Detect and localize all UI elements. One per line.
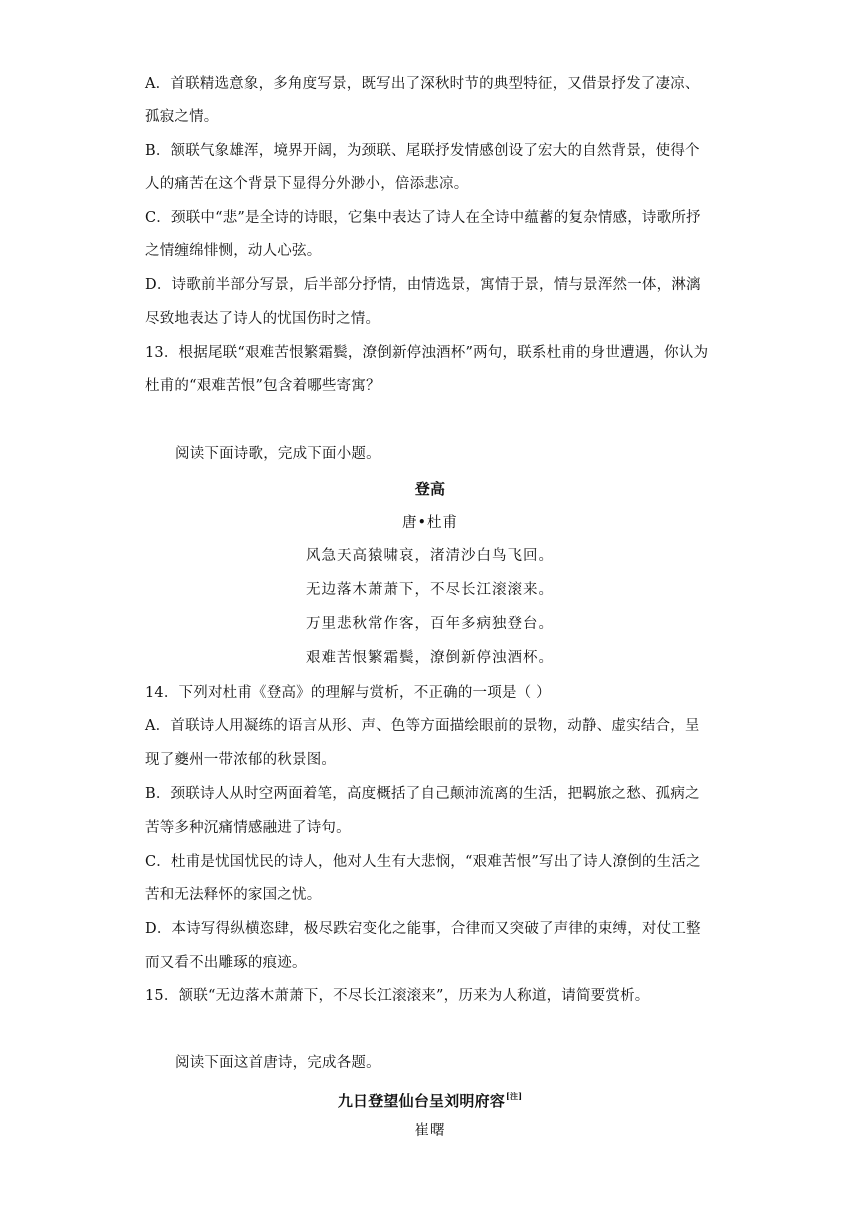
poem-title-denggao: 登高 xyxy=(414,480,446,498)
poem-author-cuishu: 崔曙 xyxy=(414,1123,446,1139)
poem-line-2: 无边落木萧萧下，不尽长江滚滚来。 xyxy=(306,582,554,598)
poem-line-4: 艰难苦恨繁霜鬓，潦倒新停浊酒杯。 xyxy=(306,650,554,666)
poem-title-text: 九日登望仙台呈刘明府容 xyxy=(337,1092,506,1110)
q12-option-a-line1: A．首联精选意象，多角度写景，既写出了深秋时节的典型特征，又借景抒发了凄凉、 xyxy=(145,76,700,92)
q14-option-b-line1: B．颈联诗人从时空两面着笔，高度概括了自己颠沛流离的生活，把羁旅之愁、孤病之 xyxy=(145,786,700,802)
q12-option-a-line2: 孤寂之情。 xyxy=(145,109,219,125)
q14-option-b-line2: 苦等多种沉痛情感融进了诗句。 xyxy=(145,820,351,836)
q12-option-c-line1: C．颈联中“悲”是全诗的诗眼，它集中表达了诗人在全诗中蕴蓄的复杂情感，诗歌所抒 xyxy=(145,210,701,226)
q14-option-a-line2: 现了夔州一带浓郁的秋景图。 xyxy=(145,752,337,768)
q12-option-b-line2: 人的痛苦在这个背景下显得分外渺小，倍添悲凉。 xyxy=(145,176,469,192)
q14-option-d-line2: 而又看不出雕琢的痕迹。 xyxy=(145,955,307,971)
poem-line-1: 风急天高猿啸哀，渚清沙白鸟飞回。 xyxy=(306,548,554,564)
section2-instruction: 阅读下面诗歌，完成下面小题。 xyxy=(175,446,381,462)
footnote-marker: [注] xyxy=(506,1091,523,1101)
q13-question-line2: 杜甫的“艰难苦恨”包含着哪些寄寓？ xyxy=(145,378,381,394)
poem-title-jiuri xyxy=(0,1086,860,1111)
section3-instruction: 阅读下面这首唐诗，完成各题。 xyxy=(175,1055,381,1071)
q14-option-c-line1: C．杜甫是忧国忧民的诗人，他对人生有大悲悯，“艰难苦恨”写出了诗人潦倒的生活之 xyxy=(145,854,701,870)
q12-option-d-line2: 尽致地表达了诗人的忧国伤时之情。 xyxy=(145,311,381,327)
q12-option-b-line1: B．颔联气象雄浑，境界开阔，为颈联、尾联抒发情感创设了宏大的自然背景，使得个 xyxy=(145,143,700,159)
q12-option-c-line2: 之情缠绵悱恻，动人心弦。 xyxy=(145,243,322,259)
poem-author-dufu: 唐•杜甫 xyxy=(401,515,459,531)
q14-option-a-line1: A．首联诗人用凝练的语言从形、声、色等方面描绘眼前的景物，动静、虚实结合，呈 xyxy=(145,718,700,734)
poem-line-3: 万里悲秋常作客，百年多病独登台。 xyxy=(306,616,554,632)
q13-question-line1: 13．根据尾联“艰难苦恨繁霜鬓，潦倒新停浊酒杯”两句，联系杜甫的身世遭遇，你认为 xyxy=(145,345,709,361)
q14-option-d-line1: D．本诗写得纵横恣肆，极尽跌宕变化之能事，合律而又突破了声律的束缚，对仗工整 xyxy=(145,921,701,937)
q12-option-d-line1: D．诗歌前半部分写景，后半部分抒情，由情选景，寓情于景，情与景浑然一体，淋漓 xyxy=(145,277,701,293)
q15-question: 15．颔联“无边落木萧萧下，不尽长江滚滚来”，历来为人称道，请简要赏析。 xyxy=(145,988,650,1004)
q14-option-c-line2: 苦和无法释怀的家国之忧。 xyxy=(145,887,322,903)
q14-stem: 14．下列对杜甫《登高》的理解与赏析，不正确的一项是（ ） xyxy=(145,685,551,701)
